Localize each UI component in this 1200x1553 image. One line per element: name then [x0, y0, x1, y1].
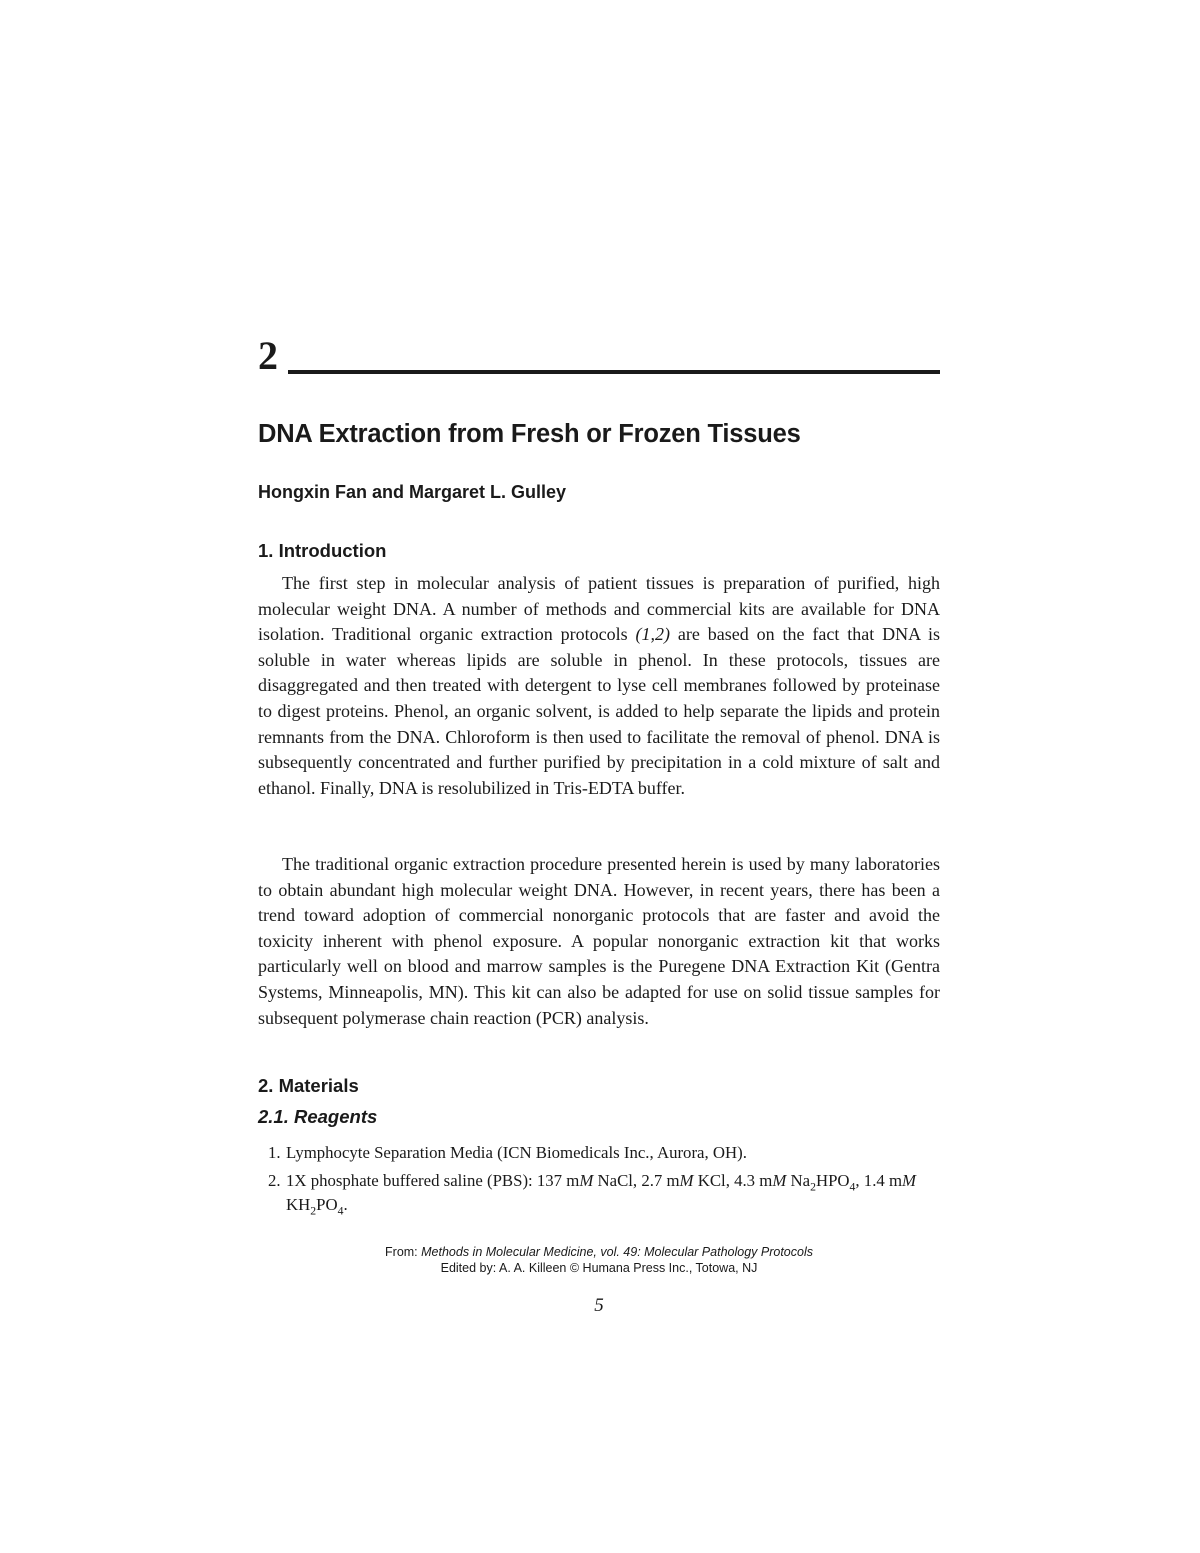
subscript: 4 [849, 1180, 856, 1194]
unit-italic: M [679, 1171, 694, 1190]
footer-source-title: Methods in Molecular Medicine, vol. 49: Molecular Pathology Protocols [421, 1245, 813, 1259]
list-item [258, 1141, 940, 1165]
text-fragment: KH [286, 1195, 311, 1214]
chapter-title: DNA Extraction from Fresh or Frozen Tissues [258, 420, 801, 448]
intro-p1-text-a: The first step in molecular analysis of patient tissues is preparation of purified, high molecular weight DNA. A number of methods and commercial kits are available for DNA isolation. Traditional organic extraction protocols [258, 573, 940, 645]
footer-from-label: From: [385, 1245, 422, 1259]
text-fragment: KCl, 4.3 m [693, 1171, 773, 1190]
list-item [258, 1169, 940, 1217]
unit-italic: M [772, 1171, 787, 1190]
chapter-rule [288, 370, 940, 374]
citation[interactable]: (1,2) [635, 624, 671, 645]
text-fragment: PO [316, 1195, 338, 1214]
subscript: 4 [337, 1204, 344, 1218]
authors: Hongxin Fan and Margaret L. Gulley [258, 482, 567, 502]
text-fragment: NaCl, 2.7 m [593, 1171, 680, 1190]
chapter-header [258, 333, 942, 378]
list-item-text [286, 1171, 917, 1218]
text-fragment: HPO [815, 1171, 850, 1190]
subscript: 2 [810, 1180, 816, 1194]
footer-source [258, 1244, 940, 1260]
unit-italic: M [902, 1171, 917, 1190]
page-number: 5 [594, 1295, 604, 1316]
text-fragment: . [343, 1195, 348, 1214]
introduction-heading: 1. Introduction [258, 540, 387, 561]
list-item-number: 1. [268, 1143, 281, 1162]
text-fragment: Na [786, 1171, 811, 1190]
list-item-number: 2. [268, 1171, 281, 1190]
footer-edited-by: Edited by: A. A. Killeen © Humana Press Inc., Totowa, NJ [440, 1261, 758, 1275]
list-item-text: Lymphocyte Separation Media (ICN Biomedicals Inc., Aurora, OH). [286, 1143, 747, 1162]
text-fragment: 1X phosphate buffered saline (PBS): 137 m [286, 1171, 580, 1190]
unit-italic: M [579, 1171, 594, 1190]
reagents-list [258, 1141, 940, 1221]
introduction-paragraph-2: The traditional organic extraction procedure presented herein is used by many laboratories to obtain abundant high molecular weight DNA. However, in recent years, there has been a trend toward adoption of commercial nonorganic protocols that are faster and avoid the toxicity inherent with phenol exposure. A popular nonorganic extraction kit that works particularly well on blood and marrow samples is the Puregene DNA Extraction Kit (Gentra Systems, Minneapolis, MN). This kit can also be adapted for use on solid tissue samples for subsequent polymerase chain reaction (PCR) analysis. [258, 854, 940, 1028]
text-fragment: , 1.4 m [855, 1171, 903, 1190]
introduction-paragraph-1 [258, 571, 940, 801]
reagents-subheading: 2.1. Reagents [258, 1106, 378, 1127]
materials-heading: 2. Materials [258, 1075, 359, 1096]
intro-p1-text-b: are based on the fact that DNA is soluble in water whereas lipids are soluble in phenol. In these protocols, tissues are disaggregated and then treated with detergent to lyse cell membranes followed by proteinase to digest proteins. Phenol, an organic solvent, is added to help separate the lipids and protein remnants from the DNA. Chloroform is then used to facilitate the removal of phenol. DNA is subsequently concentrated and further purified by precipitation in a cold mixture of salt and ethanol. Finally, DNA is resolubilized in Tris-EDTA buffer. [258, 624, 941, 798]
subscript: 2 [310, 1204, 317, 1218]
chapter-number: 2 [258, 333, 278, 378]
